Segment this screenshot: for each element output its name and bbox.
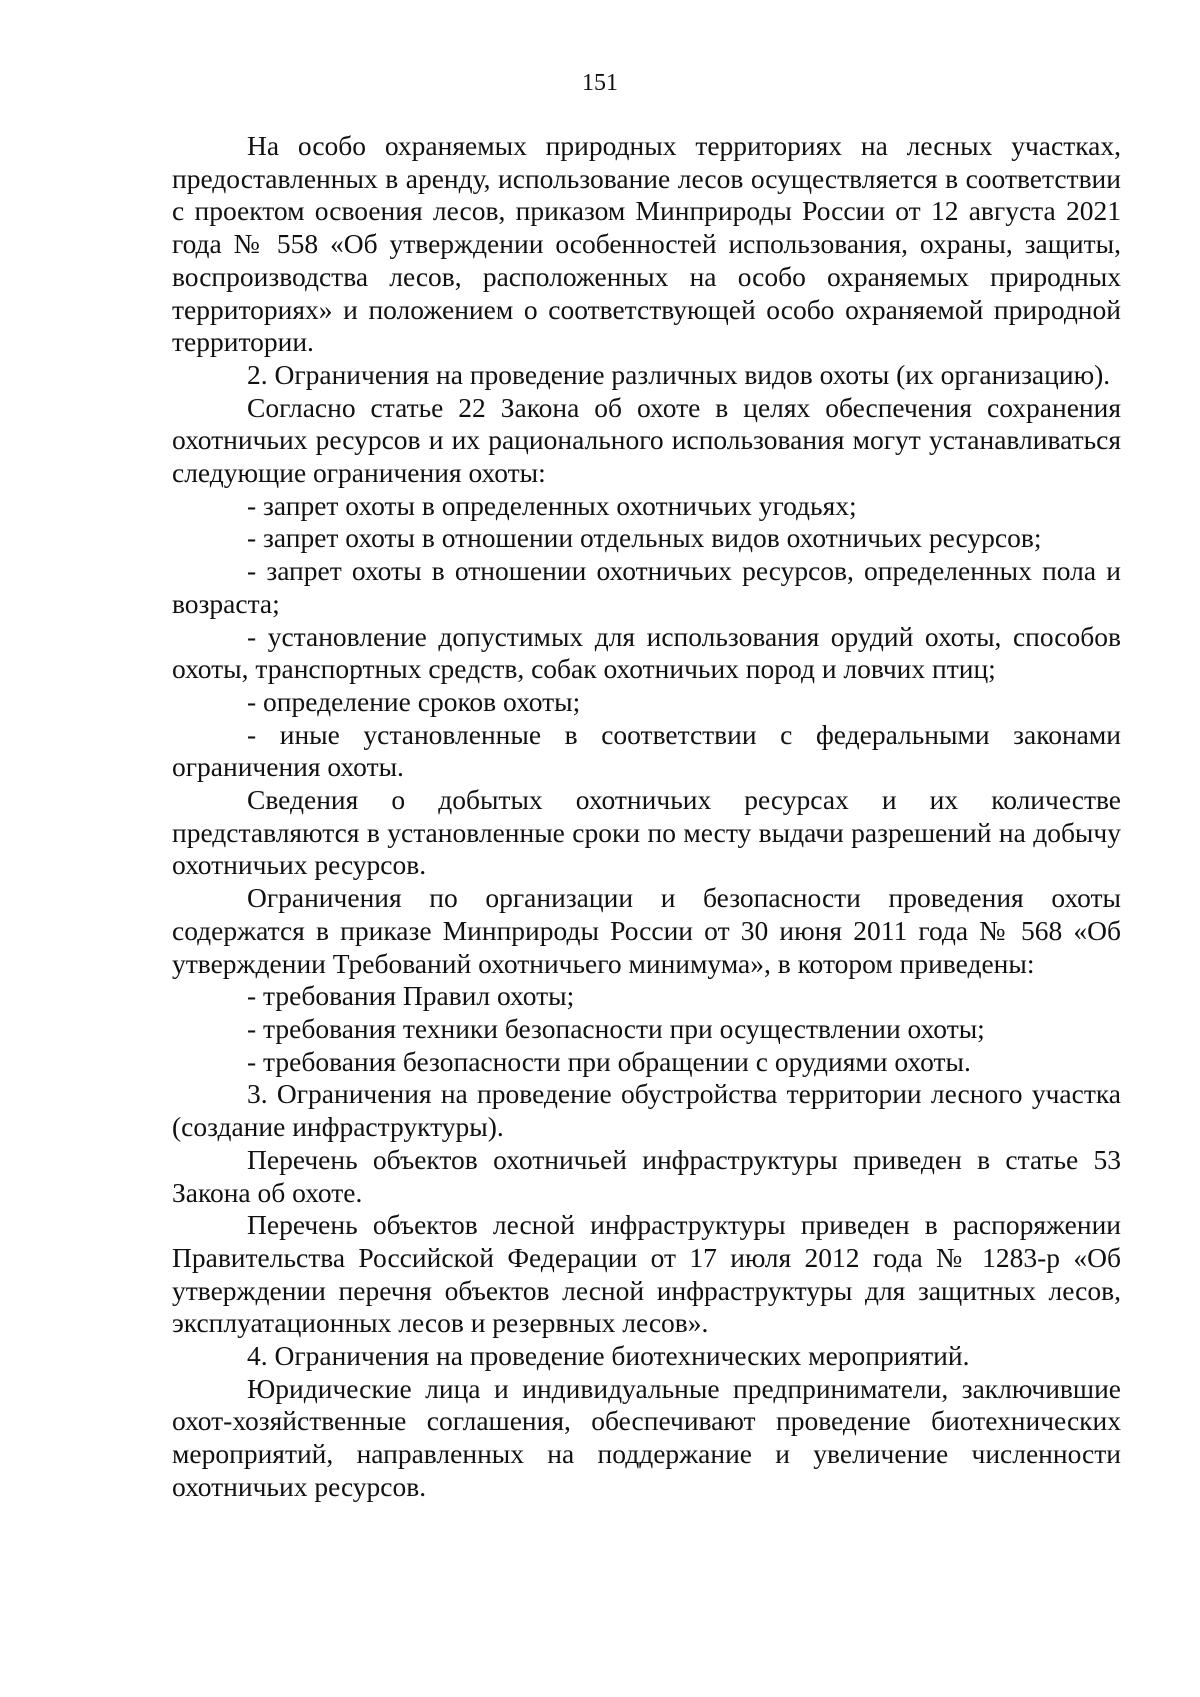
section-heading-biotechnical: 4. Ограничения на проведение биотехнических мероприятий. bbox=[247, 1340, 970, 1372]
list-item: - установление допустимых для использования орудий охоты, способов охоты, транспортных средств, собак охотничьих пород и ловчих птиц; bbox=[172, 620, 1121, 685]
list-item: - запрет охоты в отношении охотничьих ресурсов, определенных пола и возраста; bbox=[172, 555, 1121, 619]
paragraph-protected-areas: На особо охраняемых природных территориях на лесных участках, предоставленных в аренду, использование лесов осуществляется в соответствии с проектом освоения лесов, приказом Минприроды России от 12 августа 2021 года № 558 «Об утверждении особенностей использования, охраны, защиты, воспроизводства лесов, расположенных на особо охраняемых природных территориях» и положением о соответствующей особо охраняемой природной территории. bbox=[172, 130, 1121, 358]
list-item: - определение сроков охоты; bbox=[247, 685, 581, 717]
page-number: 151 bbox=[582, 70, 618, 96]
list-item: - требования безопасности при обращении с орудиями охоты. bbox=[247, 1045, 971, 1077]
paragraph-forest-infrastructure: Перечень объектов лесной инфраструктуры приведен в распоряжении Правительства Российской Федерации от 17 июля 2012 года № 1283-р «Об утверждении перечня объектов лесной инфраструктуры для защитных лесов, эксплуатационных лесов и резервных лесов». bbox=[172, 1209, 1121, 1339]
paragraph-catch-reporting: Сведения о добытых охотничьих ресурсах и их количестве представляются в установленные сроки по месту выдачи разрешений на добычу охотничьих ресурсов. bbox=[172, 784, 1121, 881]
section-heading-hunting-restrictions: 2. Ограничения на проведение различных видов охоты (их организацию). bbox=[247, 358, 1111, 390]
list-item: - запрет охоты в определенных охотничьих угодьях; bbox=[247, 489, 857, 521]
document-body bbox=[172, 130, 1121, 1504]
section-heading-infrastructure: 3. Ограничения на проведение обустройства территории лесного участка (создание инфраструктуры). bbox=[172, 1078, 1121, 1143]
list-item: - требования Правил охоты; bbox=[247, 980, 575, 1012]
list-item: - требования техники безопасности при осуществлении охоты; bbox=[247, 1012, 985, 1044]
paragraph-hunting-infrastructure: Перечень объектов охотничьей инфраструктуры приведен в статье 53 Закона об охоте. bbox=[172, 1143, 1121, 1208]
list-item: - запрет охоты в отношении отдельных видов охотничьих ресурсов; bbox=[247, 522, 1042, 554]
paragraph-biotechnical-measures: Юридические лица и индивидуальные предприниматели, заключившие охот-хозяйственные соглашения, обеспечивают проведение биотехнических мероприятий, направленных на поддержание и увеличение численности охотничьих ресурсов. bbox=[172, 1372, 1121, 1502]
paragraph-article-22: Согласно статье 22 Закона об охоте в целях обеспечения сохранения охотничьих ресурсов и их рационального использования могут устанавливаться следующие ограничения охоты: bbox=[172, 391, 1121, 489]
list-item: - иные установленные в соответствии с федеральными законами ограничения охоты. bbox=[172, 718, 1121, 783]
paragraph-order-568: Ограничения по организации и безопасности проведения охоты содержатся в приказе Минприроды России от 30 июня 2011 года № 568 «Об утверждении Требований охотничьего минимума», в котором приведены: bbox=[172, 882, 1121, 979]
